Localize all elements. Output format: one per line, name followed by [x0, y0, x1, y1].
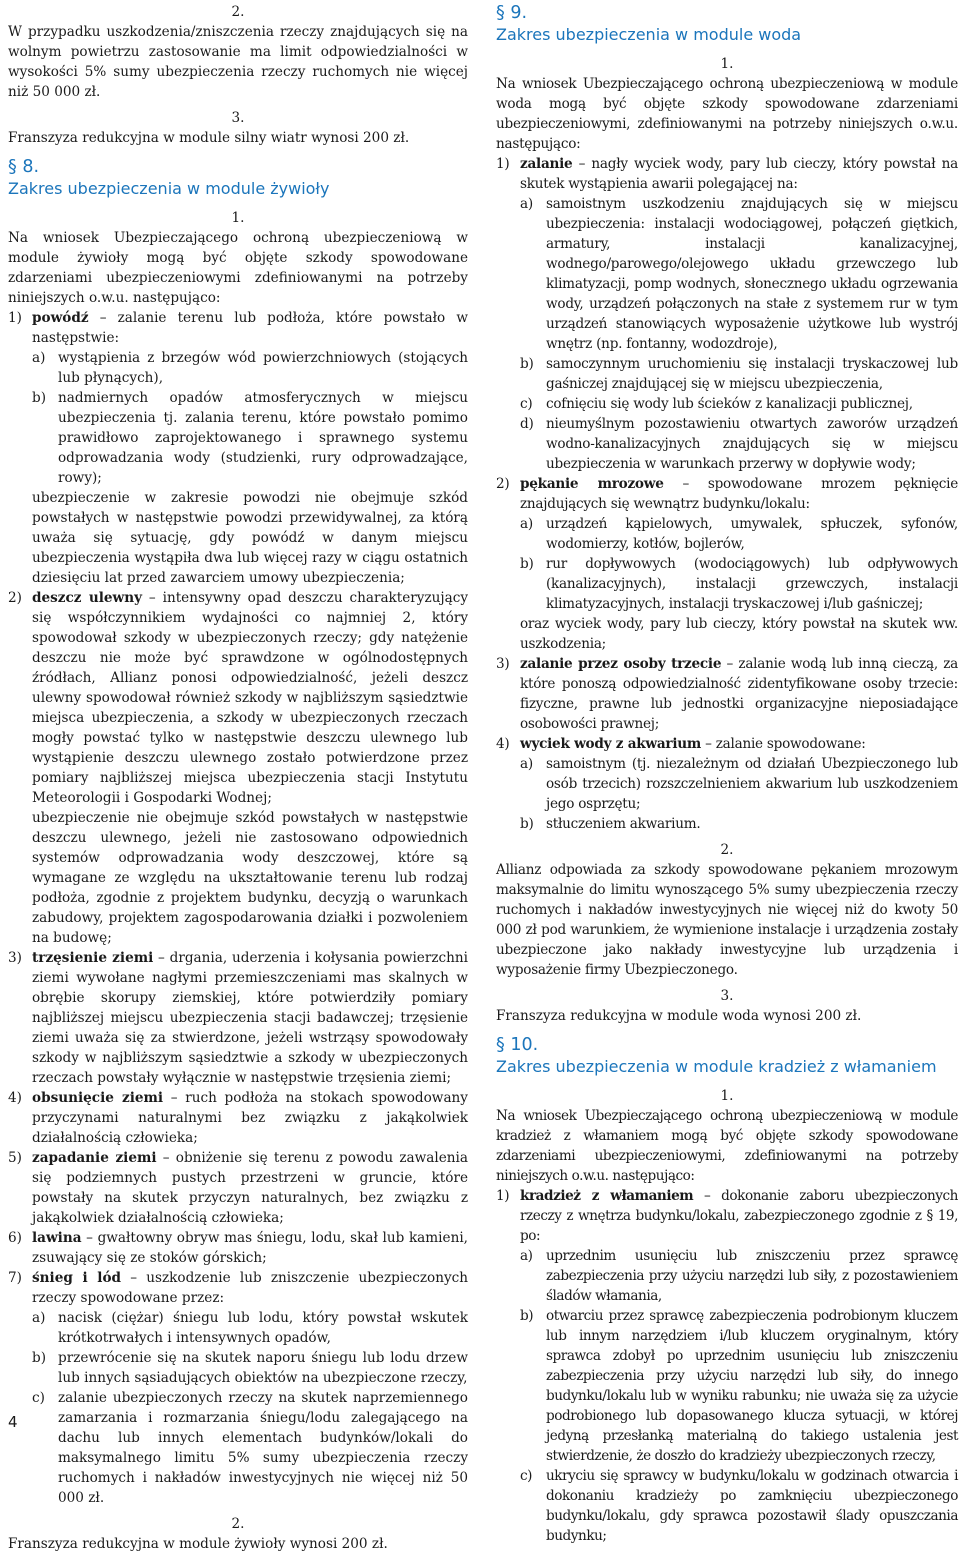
- term: pękanie mrozowe: [520, 476, 664, 492]
- paragraph: Na wniosek Ubezpieczającego ochroną ubezpieczeniową w module woda mogą być objęte szkody spowodowane zdarzeniami ubezpieczeniowymi, zdefiniowanymi na potrzeby niniejszych o.w.u. następująco:: [496, 76, 958, 152]
- paragraph-number: 3.: [720, 988, 734, 1004]
- sub-item-text: urządzeń kąpielowych, umywalek, spłuczek, syfonów, wodomierzy, kotłów, bojlerów,: [546, 516, 958, 552]
- sub-list-item: [8, 1308, 468, 1348]
- list-item: [496, 154, 958, 194]
- list-marker: a): [32, 1310, 46, 1326]
- definition: – dokonanie zaboru ubezpieczonych rzeczy z wnętrza budynku/lokalu, zabezpieczonego zgodnie z § 19, po:: [520, 1188, 958, 1244]
- sub-item-text: ukryciu się sprawcy w budynku/lokalu w godzinach otwarcia i dokonaniu kradzieży po zamknięciu ubezpieczonego budynku/lokalu, gdy sprawca pozostawił ślady opuszczania budynku;: [546, 1468, 958, 1544]
- list-marker: b): [520, 556, 534, 572]
- sub-list-item: [496, 514, 958, 554]
- definition: – uszkodzenie lub zniszczenie ubezpieczonych rzeczy spowodowane przez:: [32, 1270, 468, 1306]
- definition: – nagły wyciek wody, pary lub cieczy, który powstał na skutek wystąpienia awarii polegającej na:: [520, 156, 958, 192]
- section-number: § 9.: [496, 3, 528, 23]
- sub-list-item: [496, 394, 958, 414]
- list-item: [496, 734, 958, 754]
- list-marker: a): [520, 516, 533, 532]
- sub-item-text: cofnięciu się wody lub ścieków z kanalizacji publicznej,: [546, 396, 913, 412]
- term: lawina: [32, 1230, 82, 1246]
- sub-item-text: przewrócenie się na skutek naporu śniegu lub lodu drzew lub innych sąsiadujących obiektów na ubezpieczone rzeczy,: [58, 1350, 468, 1386]
- paragraph: W przypadku uszkodzenia/zniszczenia rzeczy znajdujących się na wolnym powietrzu zastosowanie ma limit odpowiedzialności w wysokości 5% sumy ubezpieczenia rzeczy ruchomych nie więcej niż 50 000 zł.: [8, 24, 468, 100]
- list-item: [8, 1228, 468, 1268]
- definition: – drgania, uderzenia i kołysania powierzchni ziemi wywołane nagłymi przemieszczeniami mas skalnych w obrębie skorupy ziemskiej, które potwierdziły pomiary najbliższej miejscu ubezpieczenia stacji badawczej; trzęsienie ziemi uważa się za stwierdzone, jeżeli wstrząsy spowodowały szkody w najbliższym sąsiedztwie a szkody w ubezpieczonych rzeczach powstały wyłącznie w następstwie trzęsienia ziemi;: [32, 950, 468, 1086]
- list-marker: d): [520, 416, 534, 432]
- sub-item-text: otwarciu przez sprawcę zabezpieczenia podrobionym kluczem lub innym narzędziem i/lub kluczem oryginalnym, który sprawca zdobył po uprzednim usunięciu lub zniszczeniu zabezpieczenia przy użyciu narzędzi lub siły, do innego budynku/lokalu lub w wyniku rabunku; nie uważa się za użycie podrobionego lub dopasowanego klucza sytuacji, w której jedyną przesłanką materialną do takiego ustalenia jest stwierdzenie, że doszło do kradzieży ubezpieczonych rzeczy,: [546, 1308, 958, 1464]
- list-item: [496, 654, 958, 734]
- list-marker: 4): [496, 736, 510, 752]
- sub-list-item: [496, 1306, 958, 1466]
- right-column: [496, 2, 958, 1546]
- section-title: Zakres ubezpieczenia w module woda: [496, 25, 802, 44]
- list-marker: c): [520, 396, 533, 412]
- sub-list-item: [496, 814, 958, 834]
- term: trzęsienie ziemi: [32, 950, 154, 966]
- list-marker: a): [520, 196, 533, 212]
- sub-item-text: samoczynnym uruchomieniu się instalacji tryskaczowej lub gaśniczej znajdującej się w miejscu ubezpieczenia,: [546, 356, 958, 392]
- list-continuation: ubezpieczenie nie obejmuje szkód powstałych w następstwie deszczu ulewnego, jeżeli nie zastosowano odpowiednich systemów odprowadzania wody deszczowej, które są wymagane ze względu na ukształtowanie terenu lub rodzaj podłoża, zgodnie z projektem budynku, decyzją o warunkach zabudowy, projektem zagospodarowania działki i pozwoleniem na budowę;: [32, 810, 468, 946]
- list-marker: b): [32, 1350, 47, 1366]
- sub-item-text: samoistnym (tj. niezależnym od działań Ubezpieczonego lub osób trzecich) rozszczelnieniem akwarium lub uszkodzeniem jego osprzętu;: [546, 756, 958, 812]
- sub-list-item: [496, 194, 958, 354]
- page-number: 4: [8, 1413, 18, 1431]
- list-marker: 6): [8, 1230, 22, 1246]
- paragraph-number: 1.: [720, 56, 734, 72]
- list-continuation: oraz wyciek wody, pary lub cieczy, który powstał na skutek ww. uszkodzenia;: [520, 616, 958, 652]
- list-marker: b): [520, 356, 534, 372]
- definition: – ruch podłoża na stokach spowodowany przyczynami naturalnymi bez związku z jakąkolwiek działalnością człowieka;: [32, 1090, 468, 1146]
- paragraph: Franszyza redukcyjna w module żywioły wynosi 200 zł.: [8, 1536, 388, 1552]
- list-marker: 1): [8, 310, 22, 326]
- definition: – zalanie spowodowane:: [701, 736, 866, 752]
- sub-list-item: [8, 388, 468, 488]
- list-marker: a): [32, 350, 46, 366]
- paragraph: Franszyza redukcyjna w module silny wiatr wynosi 200 zł.: [8, 130, 410, 146]
- sub-item-text: wystąpienia z brzegów wód powierzchniowych (stojących lub płynących),: [58, 350, 468, 386]
- left-column: [8, 2, 468, 1554]
- list-item: [496, 1186, 958, 1246]
- list-item: [496, 474, 958, 514]
- paragraph: Na wniosek Ubezpieczającego ochroną ubezpieczeniową w module kradzież z włamaniem mogą być objęte szkody spowodowane zdarzeniami ubezpieczeniowymi, zdefiniowanymi na potrzeby niniejszych o.w.u. następująco:: [496, 1108, 958, 1184]
- sub-item-text: nieumyślnym pozostawieniu otwartych zaworów urządzeń wodno-kanalizacyjnych znajdujących się w miejscu ubezpieczenia w warunkach przerwy w dopływie wody;: [546, 416, 958, 472]
- term: wyciek wody z akwarium: [520, 736, 702, 752]
- section-number: § 8.: [8, 157, 40, 177]
- list-marker: a): [520, 1248, 533, 1264]
- sub-item-text: nadmiernych opadów atmosferycznych w miejscu ubezpieczenia tj. zalania terenu, które powstało pomimo prawidłowo zaprojektowanego i sprawnego systemu odprowadzania wody (studzienki, rury odprowadzające, rowy);: [58, 390, 468, 486]
- paragraph-number: 3.: [231, 110, 245, 126]
- section-title: Zakres ubezpieczenia w module kradzież z włamaniem: [496, 1057, 937, 1076]
- list-marker: 2): [8, 590, 22, 606]
- sub-list-item: [8, 1348, 468, 1388]
- sub-list-item: [496, 414, 958, 474]
- list-continuation: ubezpieczenie w zakresie powodzi nie obejmuje szkód powstałych w następstwie powodzi przewidywalnej, za którą uważa się sytuację, gdy powódź w danym miejscu ubezpieczenia wystąpiła dwa lub więcej razy w ciągu ostatnich dziesięciu lat przed zawarciem umowy ubezpieczenia;: [32, 490, 468, 586]
- sub-list-item: [8, 1388, 468, 1508]
- list-marker: 3): [496, 656, 510, 672]
- term: powódź: [32, 310, 89, 326]
- list-item: [8, 588, 468, 808]
- sub-list-item: [496, 1246, 958, 1306]
- definition: – intensywny opad deszczu charakteryzujący się współczynnikiem wydajności co najmniej 2, który spowodował szkody w ubezpieczonych rzeczy; gdy natężenie deszczu nie może być sprawdzone w ogólnodostępnych źródłach, Allianz ponosi odpowiedzialność, jeżeli deszcz ulewny spowodował również szkody w najbliższym sąsiedztwie miejsca ubezpieczenia, a szkody w ubezpieczonych rzeczach mogły powstać tylko w następstwie deszczu ulewnego lub wystąpienie deszczu ulewnego zostało potwierdzone przez pomiary najbliższej miejsca ubezpieczenia stacji Instytutu Meteorologii i Gospodarki Wodnej;: [32, 590, 468, 806]
- term: zapadanie ziemi: [32, 1150, 157, 1166]
- definition: – spowodowane mrozem pęknięcie znajdujących się wewnątrz budynku/lokalu:: [520, 476, 959, 512]
- definition: – zalanie terenu lub podłoża, które powstało w następstwie:: [32, 310, 468, 346]
- sub-item-text: zalanie ubezpieczonych rzeczy na skutek naprzemiennego zamarzania i rozmarzania śniegu/lodu zalegającego na dachu lub innych elementach budynków/lokali do maksymalnego limitu 5% sumy ubezpieczenia rzeczy ruchomych i nakładów inwestycyjnych nie więcej niż 50 000 zł.: [58, 1390, 468, 1506]
- term: zalanie przez osoby trzecie: [520, 656, 722, 672]
- sub-list-item: [496, 754, 958, 814]
- sub-list-item: [496, 1466, 958, 1546]
- sub-item-text: stłuczeniem akwarium.: [546, 816, 701, 832]
- sub-list-item: [496, 554, 958, 614]
- term: deszcz ulewny: [32, 590, 143, 606]
- sub-item-text: uprzednim usunięciu lub zniszczeniu przez sprawcę zabezpieczenia przy użyciu narzędzi lub siły, z pozostawieniem śladów włamania,: [546, 1248, 958, 1304]
- list-marker: 1): [496, 1188, 510, 1204]
- paragraph: Franszyza redukcyjna w module woda wynosi 200 zł.: [496, 1008, 862, 1024]
- list-item: [8, 308, 468, 348]
- paragraph-number: 1.: [231, 210, 245, 226]
- list-marker: 4): [8, 1090, 22, 1106]
- list-marker: c): [32, 1390, 45, 1406]
- list-marker: a): [520, 756, 533, 772]
- term: śnieg i lód: [32, 1270, 122, 1286]
- list-item: [8, 1268, 468, 1308]
- definition: – obniżenie się terenu z powodu zawalenia się podziemnych pustych przestrzeni w gruncie, które powstały na skutek przyczyn naturalnych, bez związku z jakąkolwiek działalnością człowieka;: [32, 1150, 469, 1226]
- paragraph: Na wniosek Ubezpieczającego ochroną ubezpieczeniową w module żywioły mogą być objęte szkody spowodowane zdarzeniami ubezpieczeniowymi zdefiniowanymi na potrzeby niniejszych o.w.u. następująco:: [8, 230, 468, 306]
- list-marker: b): [520, 1308, 534, 1324]
- paragraph-number: 2.: [231, 4, 245, 20]
- list-marker: c): [520, 1468, 533, 1484]
- sub-item-text: rur dopływowych (wodociągowych) lub odpływowych (kanalizacyjnych), instalacji grzewczych, instalacji klimatyzacyjnych, instalacji tryskaczowej i/lub gaśniczej;: [546, 556, 958, 612]
- list-marker: 2): [496, 476, 510, 492]
- list-item: [8, 1088, 468, 1148]
- list-marker: b): [520, 816, 534, 832]
- list-marker: 7): [8, 1270, 22, 1286]
- list-item: [8, 1148, 468, 1228]
- sub-list-item: [496, 354, 958, 394]
- list-marker: b): [32, 390, 47, 406]
- definition: – gwałtowny obryw mas śniegu, lodu, skał lub kamieni, zsuwający się ze stoków górskich;: [32, 1230, 468, 1266]
- definition: – zalanie wodą lub inną cieczą, za które ponoszą odpowiedzialność zidentyfikowane osoby trzecie: fizyczne, prawne lub jednostki organizacyjne nieposiadające osobowości prawnej;: [520, 656, 958, 732]
- paragraph: Allianz odpowiada za szkody spowodowane pękaniem mrozowym maksymalnie do limitu wynoszącego 5% sumy ubezpieczenia rzeczy ruchomych i nakładów inwestycyjnych nie więcej niż do kwoty 50 000 zł pod warunkiem, że wymienione instalacje i urządzenia zostały ubezpieczone jako nakłady inwestycyjne lub urządzenia i wyposażenie firmy Ubezpieczonego.: [496, 862, 958, 978]
- sub-item-text: nacisk (ciężar) śniegu lub lodu, który powstał wskutek krótkotrwałych i intensywnych opadów,: [58, 1310, 468, 1346]
- paragraph-number: 1.: [720, 1088, 734, 1104]
- term: kradzież z włamaniem: [520, 1188, 694, 1204]
- section-number: § 10.: [496, 1035, 539, 1055]
- list-marker: 1): [496, 156, 510, 172]
- sub-list-item: [8, 348, 468, 388]
- list-marker: 3): [8, 950, 22, 966]
- paragraph-number: 2.: [231, 1516, 245, 1532]
- sub-item-text: samoistnym uszkodzeniu znajdujących się w miejscu ubezpieczenia: instalacji wodociągowej, połączeń giętkich, armatury, instalacji kanalizacyjnej, wodnego/parowego/olejowego układu grzewczego lub klimatyzacji, pomp wodnych, słonecznego układu ogrzewania wody, urządzeń połączonych na stałe z systemem rur w tym urządzeń stanowiących wyposażenie użytkowe lub wystrój wnętrz (np. fontanny, wodozdroje),: [546, 196, 958, 352]
- section-title: Zakres ubezpieczenia w module żywioły: [8, 179, 330, 198]
- list-marker: 5): [8, 1150, 22, 1166]
- term: zalanie: [520, 156, 573, 172]
- paragraph-number: 2.: [720, 842, 734, 858]
- list-item: [8, 948, 468, 1088]
- term: obsunięcie ziemi: [32, 1090, 164, 1106]
